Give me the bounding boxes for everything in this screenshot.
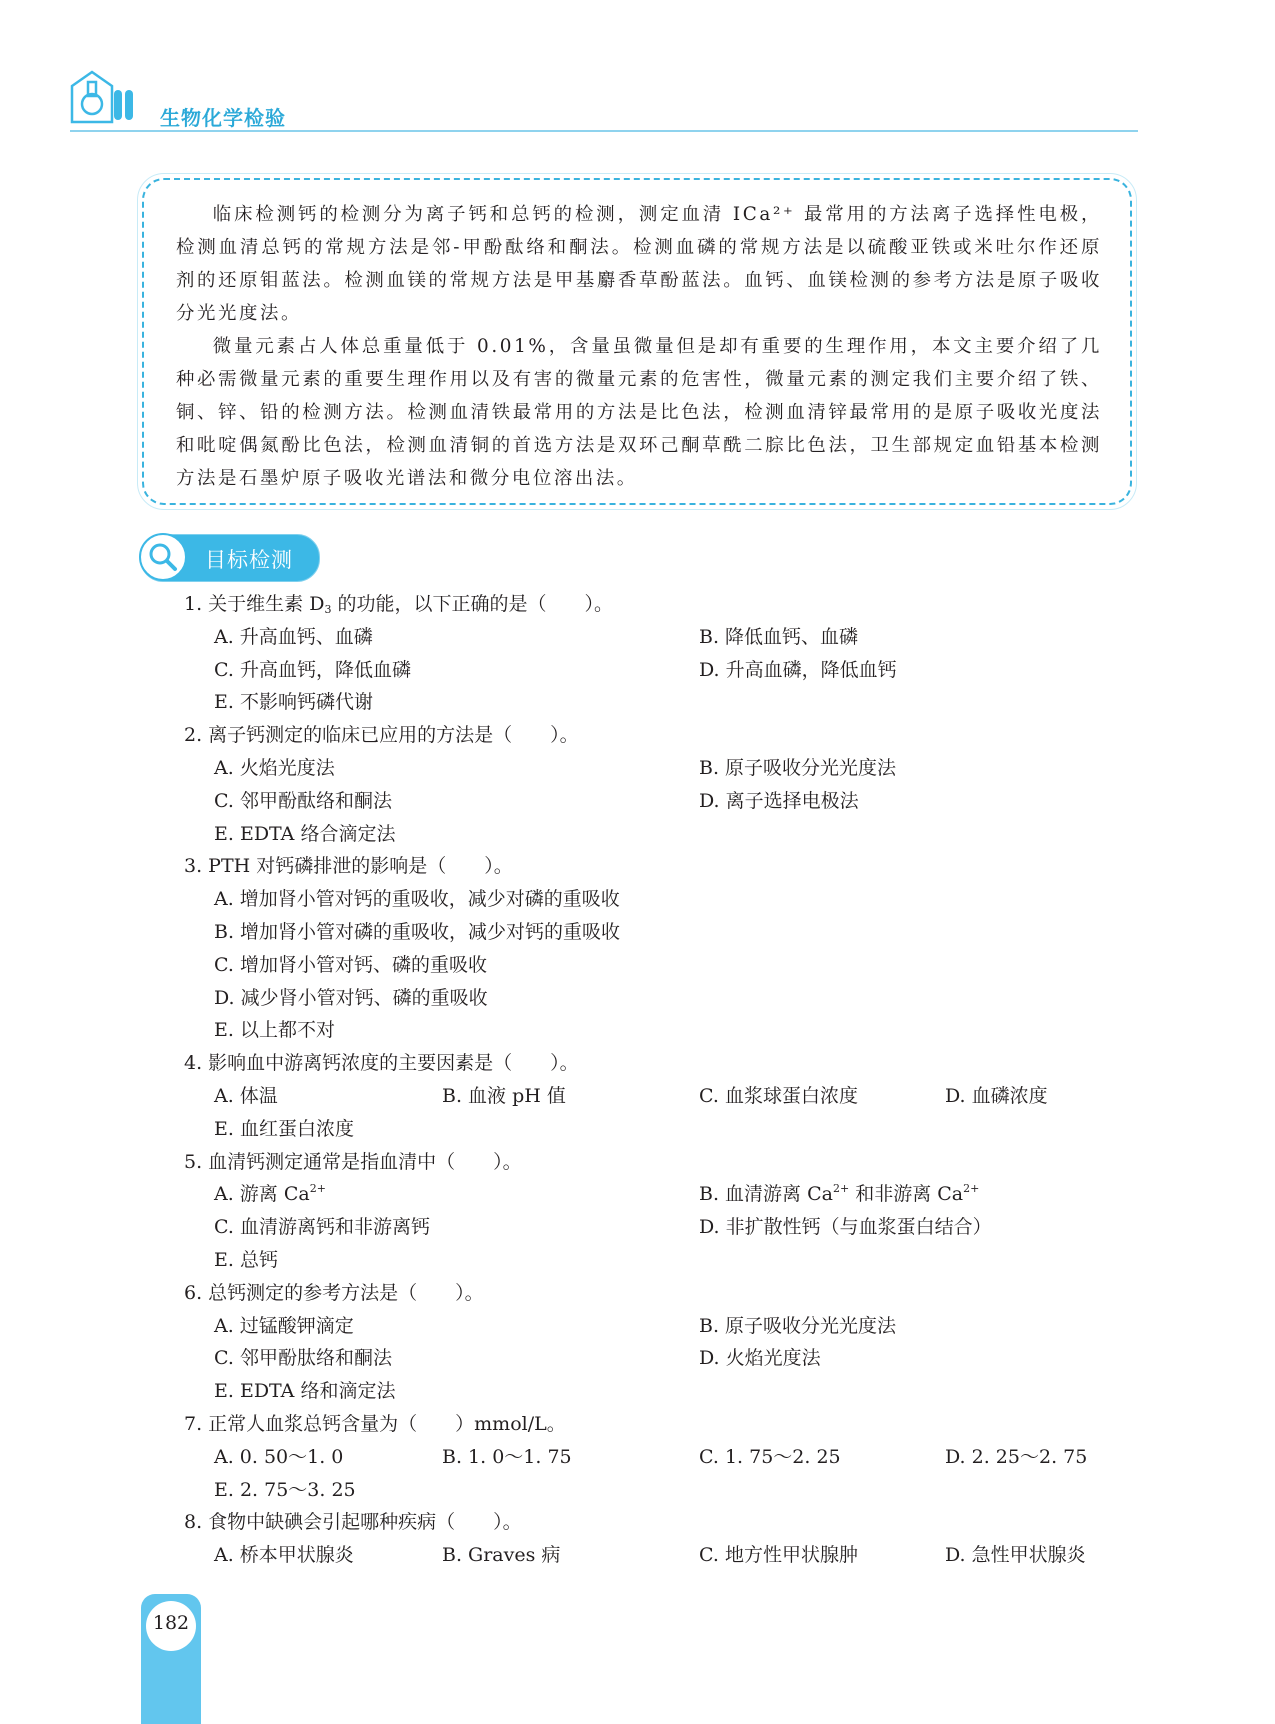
options [184, 752, 1124, 850]
option-a: A. 游离 $Ca^{2+}$ [214, 1182, 326, 1206]
question-5 [184, 1146, 1124, 1277]
magnifier-icon [141, 535, 185, 579]
option-c: C. 1. 75～2. 25 [699, 1445, 841, 1468]
option-a: A. 过锰酸钾滴定 [214, 1314, 354, 1337]
option-c: C. 增加肾小管对钙、磷的重吸收 [214, 953, 487, 976]
option-a: A. 体温 [214, 1084, 278, 1107]
options [184, 621, 1124, 719]
option-b: B. 血清游离 $Ca^{2+}$ 和非游离 $Ca^{2+}$ [699, 1182, 980, 1206]
option-d: D. 血磷浓度 [945, 1084, 1048, 1107]
header-divider [70, 130, 1138, 132]
option-d: D. 减少肾小管对钙、磷的重吸收 [214, 986, 488, 1009]
question-stem: 2. 离子钙测定的临床已应用的方法是（ ）。 [184, 724, 579, 747]
option-b: B. 增加肾小管对磷的重吸收，减少对钙的重吸收 [214, 920, 621, 943]
question-6 [184, 1277, 1124, 1408]
option-a: A. 升高血钙、血磷 [214, 625, 373, 648]
option-c: C. 邻甲酚肽络和酮法 [214, 1347, 392, 1370]
option-e: E. EDTA 络和滴定法 [214, 1380, 396, 1403]
options [184, 1080, 1124, 1146]
question-stem: 1. 关于维生素 $D_3$ 的功能，以下正确的是（ ）。 [184, 593, 613, 616]
options [184, 1310, 1124, 1408]
option-c: C. 邻甲酚酞络和酮法 [214, 789, 392, 812]
option-e: E. 2. 75～3. 25 [214, 1478, 356, 1501]
lab-flask-icon [70, 66, 136, 124]
option-b: B. 血液 pH 值 [442, 1084, 566, 1107]
badge-circle [139, 533, 187, 581]
option-b: B. 降低血钙、血磷 [699, 625, 859, 648]
section-badge [140, 534, 320, 582]
question-3 [184, 850, 1124, 1047]
question-stem: 8. 食物中缺碘会引起哪种疾病（ ）。 [184, 1511, 522, 1534]
options [184, 1441, 1124, 1507]
option-a: A. 0. 50～1. 0 [214, 1445, 344, 1468]
question-stem: 6. 总钙测定的参考方法是（ ）。 [184, 1281, 484, 1304]
option-c: C. 血浆球蛋白浓度 [699, 1084, 858, 1107]
summary-paragraph: 微量元素占人体总重量低于 0.01%，含量虽微量但是却有重要的生理作用，本文主要介绍了几种必需微量元素的重要生理作用以及有害的微量元素的危害性，微量元素的测定我们主要介绍了铁、铜、锌、铅的检测方法。检测血清铁最常用的方法是比色法，检测血清锌最常用的是原子吸收光度法和吡啶偶氮酚比色法，检测血清铜的首选方法是双环己酮草酰二腙比色法，卫生部规定血铅基本检测方法是石墨炉原子吸收光谱法和微分电位溶出法。 [176, 336, 1102, 489]
chapter-summary-box [142, 178, 1132, 505]
option-c: C. 地方性甲状腺肿 [699, 1544, 858, 1567]
option-b: B. 原子吸收分光光度法 [699, 756, 897, 779]
option-c: C. 升高血钙，降低血磷 [214, 658, 411, 681]
option-d: D. 升高血磷，降低血钙 [699, 658, 897, 681]
question-stem: 5. 血清钙测定通常是指血清中（ ）。 [184, 1150, 522, 1173]
question-list [184, 588, 1124, 1572]
question-4 [184, 1047, 1124, 1145]
page-number: 182 [152, 1612, 190, 1634]
option-e: E. EDTA 络合滴定法 [214, 822, 396, 845]
question-2 [184, 719, 1124, 850]
question-stem: 7. 正常人血浆总钙含量为（ ）mmol/L。 [184, 1412, 566, 1435]
options [184, 1178, 1124, 1276]
option-d: D. 离子选择电极法 [699, 789, 859, 812]
question-1 [184, 588, 1124, 719]
page-header [70, 66, 1138, 136]
options [184, 883, 1124, 1047]
question-stem: 4. 影响血中游离钙浓度的主要因素是（ ）。 [184, 1052, 579, 1075]
option-c: C. 血清游离钙和非游离钙 [214, 1216, 430, 1239]
summary-paragraph: 临床检测钙的检测分为离子钙和总钙的检测，测定血清 ICa²⁺ 最常用的方法离子选择性电极，检测血清总钙的常规方法是邻-甲酚酞络和酮法。检测血磷的常规方法是以硫酸亚铁或米吐尔作还原剂的还原钼蓝法。检测血镁的常规方法是甲基麝香草酚蓝法。血钙、血镁检测的参考方法是原子吸收分光光度法。 [176, 204, 1102, 324]
option-e: E. 以上都不对 [214, 1019, 335, 1042]
option-b: B. 1. 0～1. 75 [442, 1445, 572, 1468]
option-d: D. 非扩散性钙（与血浆蛋白结合） [699, 1216, 992, 1239]
question-8 [184, 1506, 1124, 1572]
option-d: D. 急性甲状腺炎 [945, 1544, 1086, 1567]
option-b: B. Graves 病 [442, 1544, 561, 1567]
option-e: E. 总钙 [214, 1248, 278, 1271]
option-a: A. 火焰光度法 [214, 756, 335, 779]
option-d: D. 2. 25～2. 75 [945, 1445, 1088, 1468]
option-a: A. 增加肾小管对钙的重吸收，减少对磷的重吸收 [214, 888, 620, 911]
options [184, 1539, 1124, 1572]
option-d: D. 火焰光度法 [699, 1347, 821, 1370]
question-stem: 3. PTH 对钙磷排泄的影响是（ ）。 [184, 855, 513, 878]
book-title: 生物化学检验 [160, 106, 286, 130]
option-e: E. 不影响钙磷代谢 [214, 691, 373, 714]
option-b: B. 原子吸收分光光度法 [699, 1314, 897, 1337]
option-e: E. 血红蛋白浓度 [214, 1117, 354, 1140]
option-a: A. 桥本甲状腺炎 [214, 1544, 354, 1567]
question-7 [184, 1408, 1124, 1506]
section-title: 目标检测 [205, 548, 293, 572]
